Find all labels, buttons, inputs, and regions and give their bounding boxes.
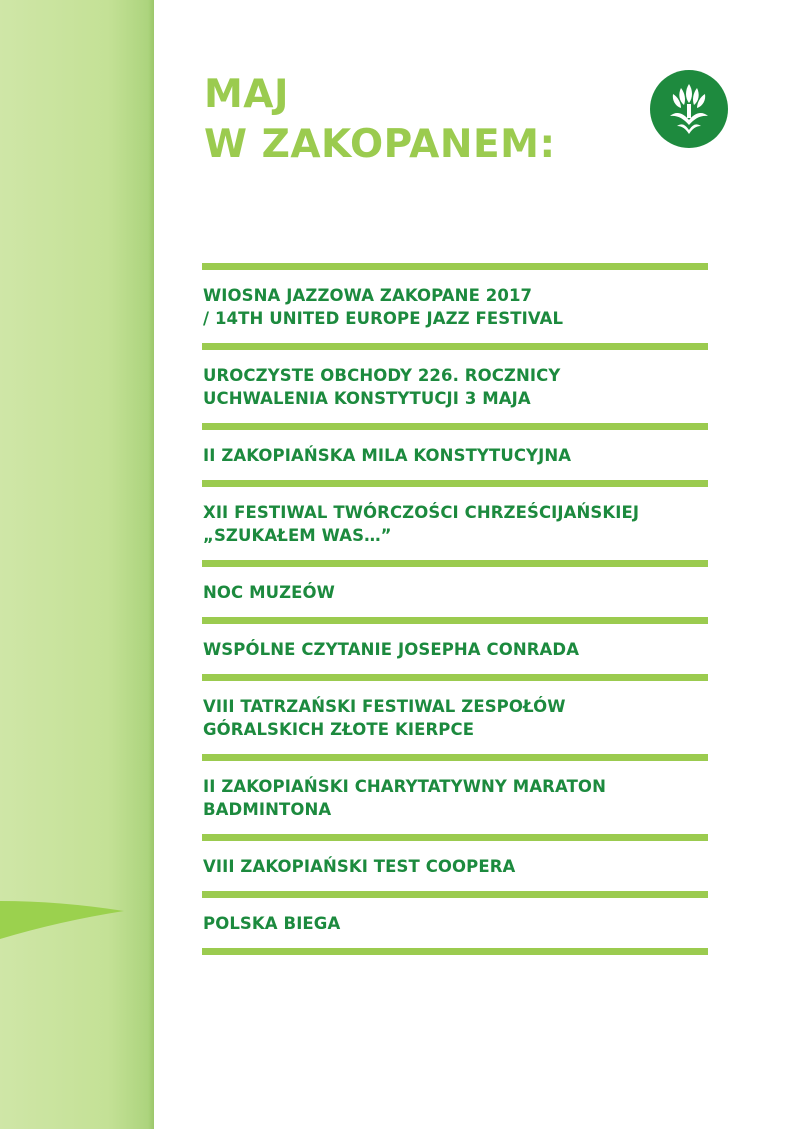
title-line-2: W ZAKOPANEM: [204, 122, 556, 167]
event-title-line: NOC MUZEÓW [203, 583, 335, 602]
event-item [202, 430, 708, 480]
event-title-line: II ZAKOPIAŃSKA MILA KONSTYTUCYJNA [203, 446, 572, 465]
event-item [202, 898, 708, 948]
event-title-line: WSPÓLNE CZYTANIE JOSEPHA CONRADA [203, 640, 580, 659]
event-title-line: „SZUKAŁEM WAS…” [203, 526, 392, 545]
event-title-line: GÓRALSKICH ZŁOTE KIERPCE [203, 720, 475, 739]
divider [202, 754, 708, 761]
event-item [202, 567, 708, 617]
event-title-line: POLSKA BIEGA [203, 914, 341, 933]
event-title-line: UROCZYSTE OBCHODY 226. ROCZNICY [203, 366, 561, 385]
leaf-decoration-icon [0, 895, 125, 941]
event-title-line: / 14TH UNITED EUROPE JAZZ FESTIVAL [203, 309, 564, 328]
divider [202, 948, 708, 955]
divider [202, 423, 708, 430]
divider [202, 560, 708, 567]
event-item [202, 761, 708, 834]
event-title-line: II ZAKOPIAŃSKI CHARYTATYWNY MARATON [203, 777, 606, 796]
event-item [202, 681, 708, 754]
event-title-line: WIOSNA JAZZOWA ZAKOPANE 2017 [203, 286, 533, 305]
event-title-line: UCHWALENIA KONSTYTUCJI 3 MAJA [203, 389, 531, 408]
divider [202, 834, 708, 841]
divider [202, 263, 708, 270]
event-item [202, 624, 708, 674]
page-title [204, 70, 556, 170]
event-title-line: XII FESTIWAL TWÓRCZOŚCI CHRZEŚCIJAŃSKIEJ [203, 503, 640, 522]
zakopane-logo-icon [650, 70, 728, 148]
event-item [202, 487, 708, 560]
event-item [202, 841, 708, 891]
event-item [202, 270, 708, 343]
divider [202, 617, 708, 624]
divider [202, 480, 708, 487]
event-title-line: VIII TATRZAŃSKI FESTIWAL ZESPOŁÓW [203, 697, 566, 716]
side-decoration-panel [0, 0, 154, 1129]
side-panel-edge [148, 0, 154, 1129]
title-line-1: MAJ [204, 72, 290, 117]
events-list [202, 263, 708, 955]
event-item [202, 350, 708, 423]
divider [202, 674, 708, 681]
event-title-line: VIII ZAKOPIAŃSKI TEST COOPERA [203, 857, 516, 876]
event-title-line: BADMINTONA [203, 800, 332, 819]
divider [202, 891, 708, 898]
divider [202, 343, 708, 350]
